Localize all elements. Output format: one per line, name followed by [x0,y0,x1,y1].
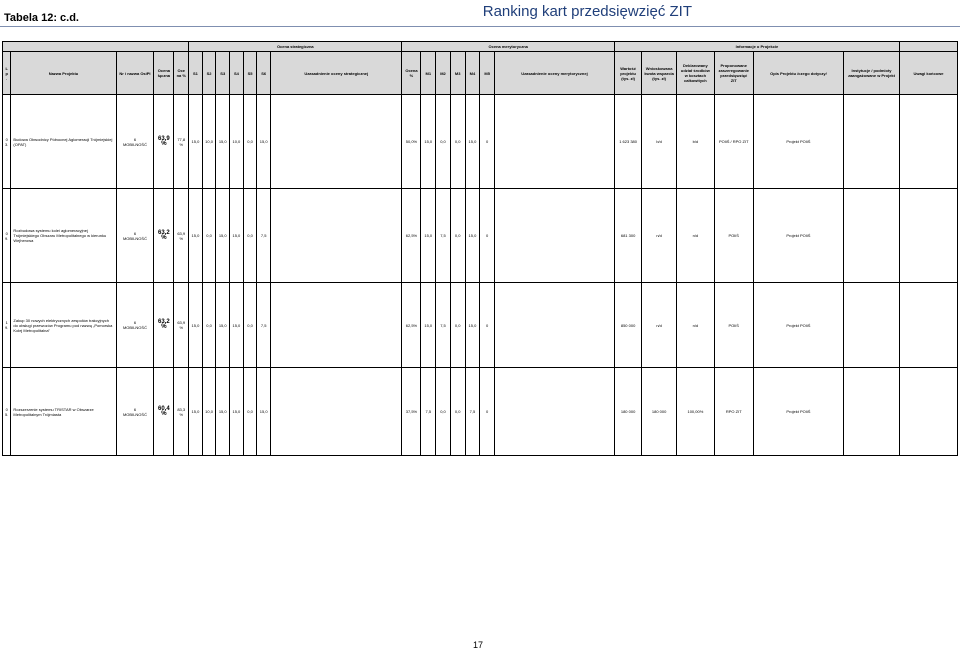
row-strategic-pct: 63,9% [174,189,189,283]
row-s1: 15,0 [189,189,203,283]
col-remarks: Uwagi końcowe [899,52,957,95]
row-project-name: Rozszerzenie systemu TRISTAR w Obszarze Metropolitalnym Trójmiasta [11,368,116,456]
row-strategic-pct: 63,9% [174,283,189,368]
row-s5: 0,0 [243,189,257,283]
col-axis: Nr i nazwa OsiPI [116,52,154,95]
row-m2: 0,0 [436,368,451,456]
row-institution [844,283,900,368]
row-s3: 15,0 [216,368,230,456]
col-value: Wartość projektu (tys. zł) [614,52,641,95]
row-m5: 0 [480,95,495,189]
row-description: Projekt POIiŚ [753,95,843,189]
row-axis-code: 6 [133,406,137,412]
row-remarks [899,189,957,283]
table-row [3,283,958,368]
row-s4: 10,0 [230,95,244,189]
row-s6: 15,0 [257,368,271,456]
col-s5: S5 [243,52,257,95]
row-axis [116,189,154,283]
header-empty-2 [899,42,957,52]
row-s6: 15,0 [257,95,271,189]
row-s3: 15,0 [216,95,230,189]
row-proposed: POIiŚ [714,189,753,283]
row-axis-name: MOBILNOŚĆ [122,235,147,241]
col-merit-pct: Ocena % [402,52,421,95]
row-share: n/d [676,189,714,283]
row-lp: 09. [3,189,11,283]
row-m5: 0 [480,189,495,283]
row-m1: 15,0 [421,189,436,283]
col-m2: M2 [436,52,451,95]
row-merit-pct: 62,5% [402,283,421,368]
col-m3: M3 [450,52,465,95]
row-eu-amount: b/d [642,95,677,189]
row-project-name: Zakup 30 nowych elektrycznych zespołów trakcyjnych do obsługi przewozów Programu pod nazwą „Pomorska Kolej Metropolitalna” [11,283,116,368]
row-s2: 0,0 [202,189,216,283]
ranking-table-body [3,95,958,456]
row-axis-name: MOBILNOŚĆ [122,411,147,417]
row-remarks [899,95,957,189]
row-axis [116,95,154,189]
col-description: Opis Projektu /czego dotyczy/ [753,52,843,95]
col-lp: Lp. [3,52,11,95]
col-m4: M4 [465,52,480,95]
row-strategic-justification [271,95,402,189]
col-s6: S6 [257,52,271,95]
row-remarks [899,368,957,456]
table-row [3,95,958,189]
row-share: n/d [676,283,714,368]
row-axis [116,283,154,368]
row-axis-code: 6 [133,320,137,325]
row-s5: 0,0 [243,95,257,189]
row-strategic-justification [271,368,402,456]
document-title: Ranking kart przedsięwzięć ZIT [482,3,692,20]
row-lp: 05. [3,368,11,456]
row-description: Projekt POIiŚ [753,368,843,456]
col-merit-justification: Uzasadnienie oceny merytorycznej [495,52,615,95]
group-strategic: Ocena strategiczna [189,42,402,52]
col-project-name: Nazwa Projektu [11,52,116,95]
row-proposed: POIiŚ [714,283,753,368]
row-axis-name: MOBILNOŚĆ [122,325,147,330]
row-strategic-pct: 77,8% [174,95,189,189]
table-row [3,368,958,456]
group-project-info: Informacje o Projekcie [614,42,899,52]
row-s5: 0,0 [243,283,257,368]
col-strategic-justification: Uzasadnienie oceny strategicznej [271,52,402,95]
row-s4: 15,0 [230,368,244,456]
row-s5: 0,0 [243,368,257,456]
row-lp: 03. [3,95,11,189]
col-s1: S1 [189,52,203,95]
row-merit-justification [495,95,615,189]
row-eu-amount: n/d [642,189,677,283]
row-proposed: RPO ZIT [714,368,753,456]
row-share: b/d [676,95,714,189]
header-empty-1 [3,42,189,52]
col-s2: S2 [202,52,216,95]
row-m2: 0,0 [436,95,451,189]
row-description: Projekt POIiŚ [753,189,843,283]
row-m1: 15,0 [421,283,436,368]
row-s6: 7,5 [257,283,271,368]
row-m1: 7,5 [421,368,436,456]
row-value: 180 000 [614,368,641,456]
row-m5: 0 [480,283,495,368]
row-total-score: 63,2% [154,283,174,368]
row-merit-justification [495,189,615,283]
row-m3: 0,0 [450,189,465,283]
row-m2: 7,5 [436,189,451,283]
row-institution [844,368,900,456]
row-m2: 7,5 [436,283,451,368]
col-institution: Instytucje / podmioty zaangażowane w Projekt [844,52,900,95]
row-m3: 0,0 [450,368,465,456]
row-strategic-pct: 83,3% [174,368,189,456]
row-m4: 15,0 [465,95,480,189]
row-s2: 10,0 [202,95,216,189]
col-eu-amount: Wnioskowana kwota wsparcia (tys. zł) [642,52,677,95]
row-strategic-justification [271,283,402,368]
page-number: 17 [473,640,484,650]
col-total: Ocena łączna [154,52,174,95]
row-m4: 7,5 [465,368,480,456]
header-rule [0,26,960,27]
col-share: Deklarowany udział środków w kosztach całkowitych [676,52,714,95]
row-project-name: Rozbudowa systemu kolei aglomeracyjnej Trójmiejskiego Obszaru Metropolitalnego w kierunku Wejherowa [11,189,116,283]
row-institution [844,95,900,189]
row-eu-amount: 180 000 [642,368,677,456]
row-total-score: 63,2% [154,189,174,283]
row-s3: 15,0 [216,189,230,283]
row-merit-justification [495,368,615,456]
col-s3: S3 [216,52,230,95]
row-strategic-justification [271,189,402,283]
group-merit: Ocena merytoryczna [402,42,614,52]
row-s1: 15,0 [189,283,203,368]
page-header [0,0,960,26]
col-strategic-pct: Ocena % [174,52,189,95]
row-axis-name: MOBILNOŚĆ [122,141,147,147]
col-s4: S4 [230,52,244,95]
row-s3: 15,0 [216,283,230,368]
row-merit-pct: 37,5% [402,368,421,456]
row-s1: 15,0 [189,368,203,456]
ranking-table [2,41,958,456]
row-merit-justification [495,283,615,368]
row-m4: 15,0 [465,283,480,368]
row-axis [116,368,154,456]
row-remarks [899,283,957,368]
row-m3: 0,0 [450,283,465,368]
row-s2: 0,0 [202,283,216,368]
row-m3: 0,0 [450,95,465,189]
row-total-score: 63,9% [154,95,174,189]
table-caption: Tabela 12: c.d. [4,12,79,24]
row-s2: 10,0 [202,368,216,456]
row-description: Projekt POIiŚ [753,283,843,368]
row-axis-code: 6 [133,136,137,142]
row-value: 850 000 [614,283,641,368]
row-lp: 19. [3,283,11,368]
col-proposed: Proponowane zaszeregowanie przedsięwzięć ZIT [714,52,753,95]
row-merit-pct: 62,5% [402,189,421,283]
row-m5: 0 [480,368,495,456]
row-value: 1 623 380 [614,95,641,189]
col-m1: M1 [421,52,436,95]
row-total-score: 60,4% [154,368,174,456]
row-merit-pct: 50,0% [402,95,421,189]
row-s4: 15,0 [230,283,244,368]
row-institution [844,189,900,283]
row-value: 681 300 [614,189,641,283]
row-eu-amount: n/d [642,283,677,368]
row-s1: 15,0 [189,95,203,189]
row-project-name: Budowa Obwodnicy Północnej Aglomeracji Trójmiejskiej (OPAT) [11,95,116,189]
row-s4: 15,0 [230,189,244,283]
col-m5: M5 [480,52,495,95]
row-m1: 15,0 [421,95,436,189]
row-s6: 7,5 [257,189,271,283]
row-axis-code: 6 [133,230,137,236]
row-m4: 15,0 [465,189,480,283]
row-share: 100,00% [676,368,714,456]
row-proposed: POIiŚ / RPO ZIT [714,95,753,189]
table-row [3,189,958,283]
